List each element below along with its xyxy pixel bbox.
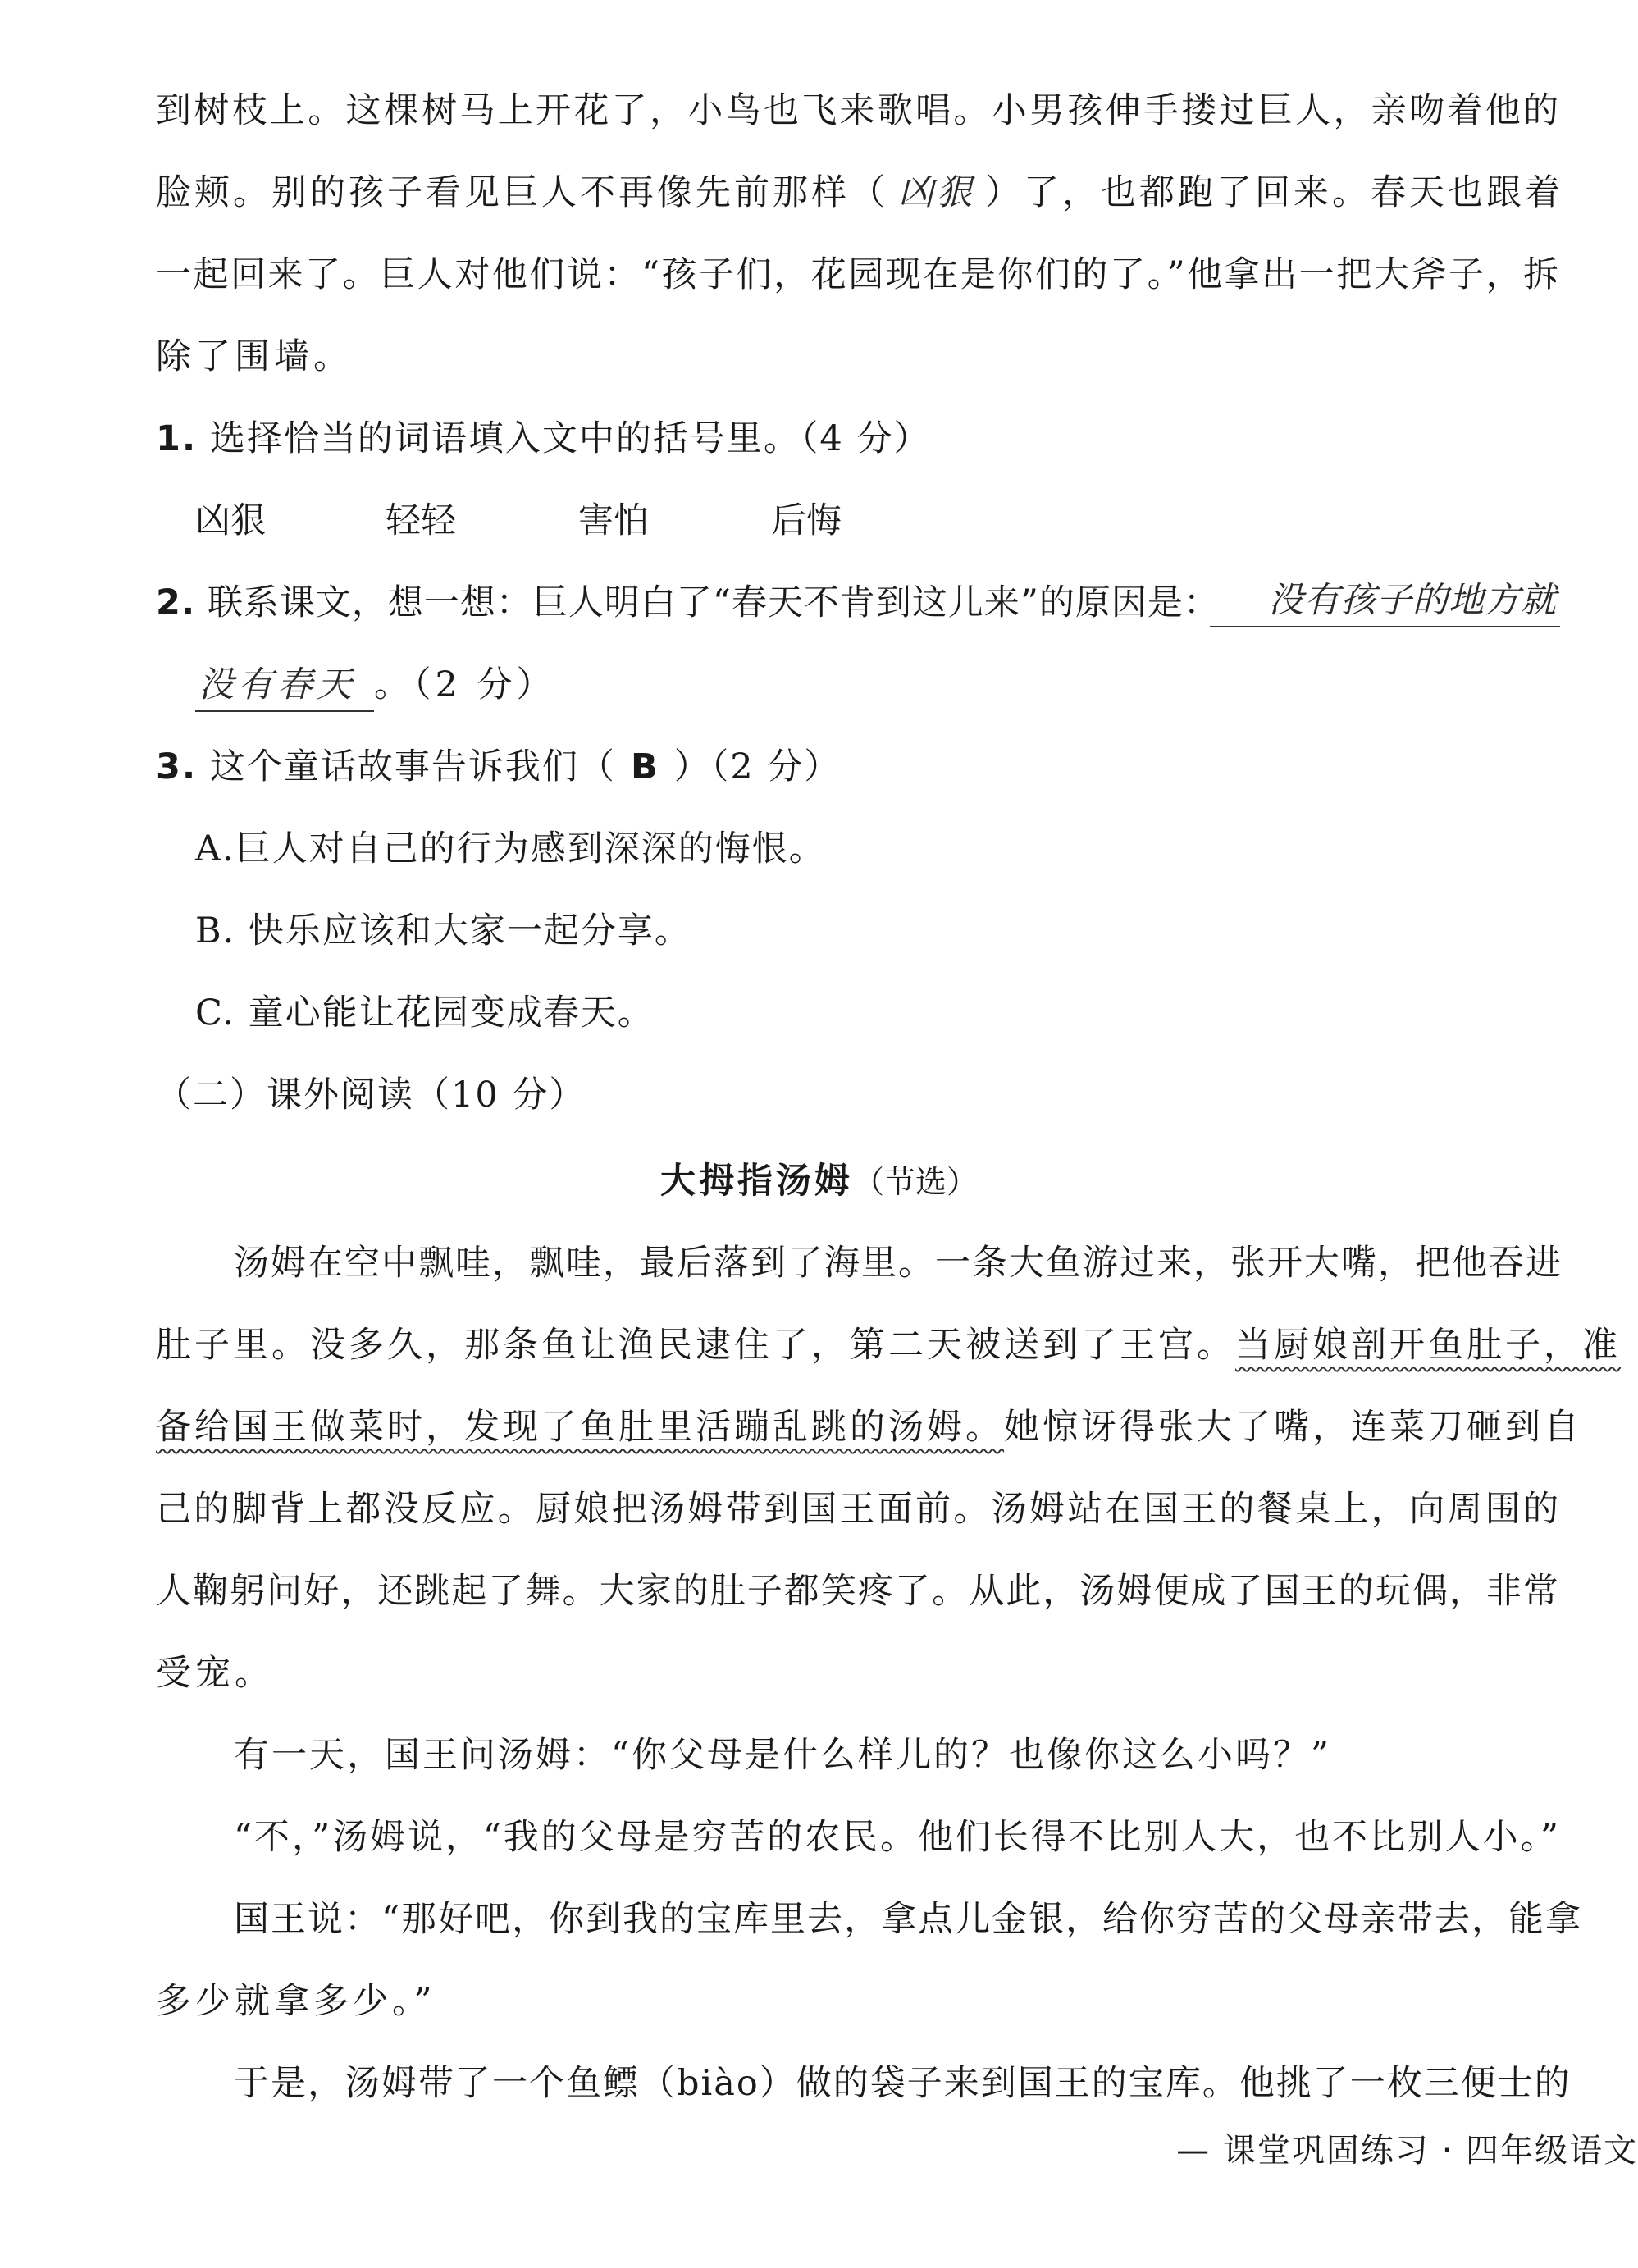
page-footer: — 课堂巩固练习 · 四年级语文 — [1176, 2132, 1638, 2170]
passage-p1-line-6: 受宠。 — [156, 1653, 274, 1694]
passage-p1-line-4: 己的脚背上都没反应。厨娘把汤姆带到国王面前。汤姆站在国王的餐桌上，向周围的 — [156, 1489, 1560, 1530]
passage-p4-line-2: 多少就拿多少。” — [156, 1981, 436, 2022]
question-2 — [156, 578, 1560, 627]
fill-blank-answer: 凶狠 — [898, 172, 975, 213]
passage-p1-line-3 — [156, 1403, 1582, 1452]
story-title — [0, 1157, 1638, 1207]
option-a: A.巨人对自己的行为感到深深的悔恨。 — [195, 828, 826, 869]
question-2-text: 联系课文，想一想：巨人明白了“春天不肯到这儿来”的原因是： — [207, 582, 1220, 623]
passage-p3: “不，”汤姆说，“我的父母是穷苦的农民。他们长得不比别人大，也不比别人小。” — [234, 1817, 1560, 1858]
option-c: C. 童心能让花园变成春天。 — [195, 993, 655, 1034]
question-2-number: 2. — [156, 582, 196, 623]
choice-word-2: 轻轻 — [386, 500, 456, 541]
passage-top-line-2b: ）了，也都跑了回来。春天也跟着 — [985, 172, 1563, 213]
question-3-number: 3. — [156, 746, 198, 787]
passage-top-line-2 — [156, 168, 1563, 217]
passage-p1-line-2 — [156, 1321, 1621, 1370]
question-1-number: 1. — [156, 418, 198, 459]
question-2-cont — [195, 660, 1560, 710]
passage-wavy-underline-2: 备给国王做菜时，发现了鱼肚里活蹦乱跳的汤姆。 — [156, 1407, 1004, 1448]
question-2-answer-part-1: 没有孩子的地方就 — [1210, 578, 1560, 627]
choice-word-3: 害怕 — [578, 500, 649, 541]
passage-p4-line-1: 国王说：“那好吧，你到我的宝库里去，拿点儿金银，给你穷苦的父母亲带去，能拿 — [234, 1899, 1582, 1940]
choice-word-1: 凶狠 — [195, 500, 266, 541]
question-2-score: 。（2 分） — [374, 664, 556, 705]
section-2-heading: （二）课外阅读（10 分） — [156, 1075, 586, 1116]
question-1-text: 选择恰当的词语填入文中的括号里。（4 分） — [209, 418, 931, 459]
option-b: B. 快乐应该和大家一起分享。 — [195, 910, 691, 951]
passage-wavy-underline-1: 当厨娘剖开鱼肚子，准 — [1235, 1325, 1621, 1366]
question-1 — [156, 414, 1560, 463]
story-title-note: （节选） — [852, 1164, 978, 1200]
question-3-text-a: 这个童话故事告诉我们（ — [209, 746, 616, 787]
passage-p1-line-5: 人鞠躬问好，还跳起了舞。大家的肚子都笑疼了。从此，汤姆便成了国王的玩偶，非常 — [156, 1571, 1560, 1612]
question-2-answer-part-2: 没有春天 — [195, 663, 374, 712]
passage-p2: 有一天，国王问汤姆：“你父母是什么样儿的？也像你这么小吗？” — [234, 1735, 1331, 1776]
passage-top-line-3: 一起回来了。巨人对他们说：“孩子们，花园现在是你们的了。”他拿出一把大斧子，拆 — [156, 254, 1560, 295]
passage-p5: 于是，汤姆带了一个鱼鳔（biào）做的袋子来到国王的宝库。他挑了一枚三便士的 — [234, 2063, 1572, 2104]
question-3 — [156, 742, 1560, 792]
story-title-main: 大拇指汤姆 — [659, 1161, 853, 1202]
passage-p1-line-3b: 她惊讶得张大了嘴，连菜刀砸到自 — [1004, 1407, 1582, 1448]
passage-top-line-4: 除了围墙。 — [156, 336, 353, 377]
question-3-text-b: ）（2 分） — [673, 746, 842, 787]
choice-word-4: 后悔 — [771, 500, 842, 541]
passage-top-line-2a: 脸颊。别的孩子看见巨人不再像先前那样（ — [156, 172, 888, 213]
question-3-answer: B — [630, 746, 659, 787]
passage-p1-line-1: 汤姆在空中飘哇，飘哇，最后落到了海里。一条大鱼游过来，张开大嘴，把他吞进 — [234, 1243, 1563, 1284]
passage-p1-line-2a: 肚子里。没多久，那条鱼让渔民逮住了，第二天被送到了王宫。 — [156, 1325, 1235, 1366]
passage-top-line-1: 到树枝上。这棵树马上开花了，小鸟也飞来歌唱。小男孩伸手搂过巨人，亲吻着他的 — [156, 90, 1560, 131]
